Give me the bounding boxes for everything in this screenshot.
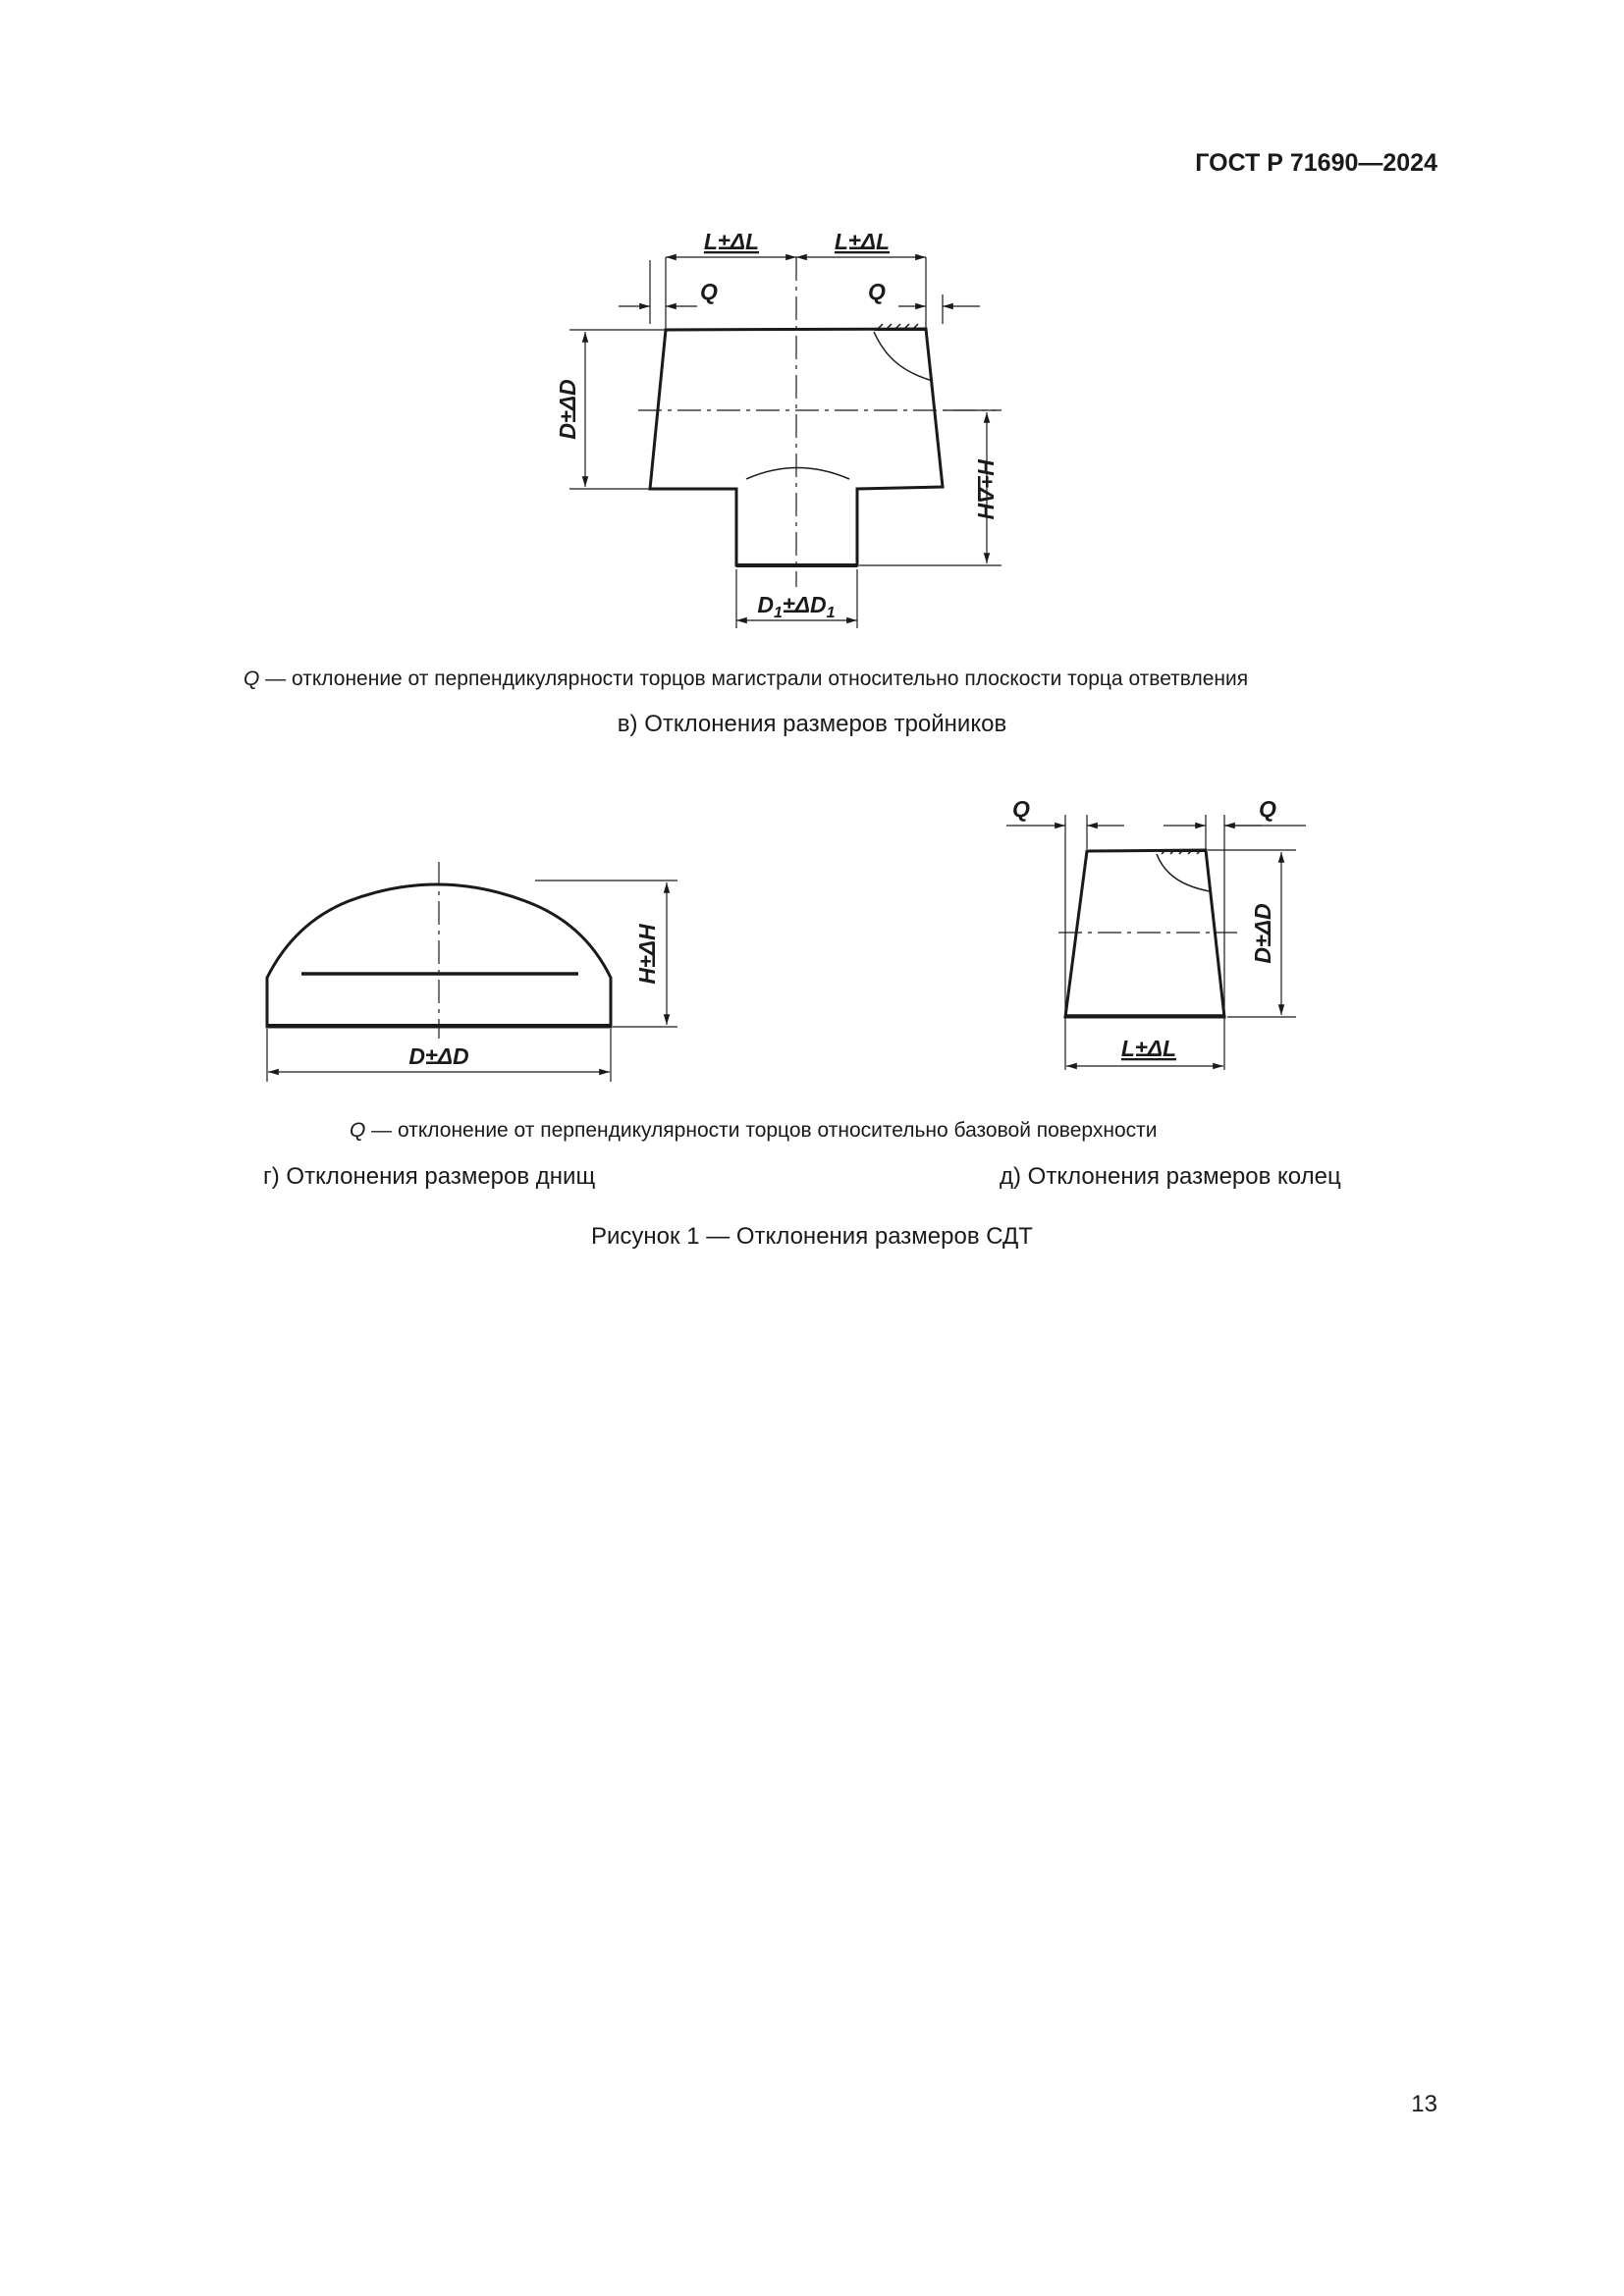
- tee-q-note: [244, 667, 1248, 691]
- ring-q-right-label: Q: [1259, 796, 1276, 822]
- gd-q-note: [350, 1119, 1157, 1143]
- gd-q-note-text: — отклонение от перпендикулярности торцов относительно базовой поверхности: [365, 1119, 1158, 1142]
- standard-header: ГОСТ Р 71690—2024: [1195, 149, 1437, 177]
- tee-q-note-symbol: Q: [244, 667, 260, 690]
- tee-caption: в) Отклонения размеров тройников: [617, 711, 1007, 737]
- ring-length-label: L±ΔL: [1120, 1036, 1177, 1061]
- gd-q-note-symbol: Q: [350, 1119, 366, 1142]
- tee-length-right-label: L±ΔL: [834, 229, 891, 254]
- tee-q-right-label: Q: [868, 279, 886, 304]
- tee-q-left-label: Q: [700, 279, 718, 304]
- intersection-arc: [746, 468, 849, 480]
- head-height-label: H±ΔH: [634, 924, 660, 985]
- ring-drawing: [992, 785, 1326, 1080]
- tee-length-left-label: L±ΔL: [703, 229, 760, 254]
- ring-diameter-label: D±ΔD: [1250, 903, 1275, 964]
- tee-height-label: H±ΔH: [973, 458, 999, 519]
- tee-q-note-text: — отклонение от перпендикулярности торцов магистрали относительно плоскости торца ответвления: [259, 667, 1249, 690]
- head-diameter-label: D±ΔD: [408, 1043, 469, 1069]
- head-caption: г) Отклонения размеров днищ: [263, 1163, 596, 1190]
- ring-caption: д) Отклонения размеров колец: [1000, 1163, 1341, 1190]
- figure-caption: Рисунок 1 — Отклонения размеров СДТ: [591, 1223, 1033, 1250]
- ring-outline: [1065, 850, 1224, 1017]
- tee-drawing: [550, 216, 1021, 638]
- ring-q-left-label: Q: [1012, 796, 1030, 822]
- page-number: 13: [1411, 2091, 1437, 2117]
- tee-diameter-label: D±ΔD: [555, 379, 580, 440]
- tee-branch-diameter-label: $D_1\pm\Delta D_1$: [757, 592, 836, 621]
- head-drawing: [250, 854, 692, 1090]
